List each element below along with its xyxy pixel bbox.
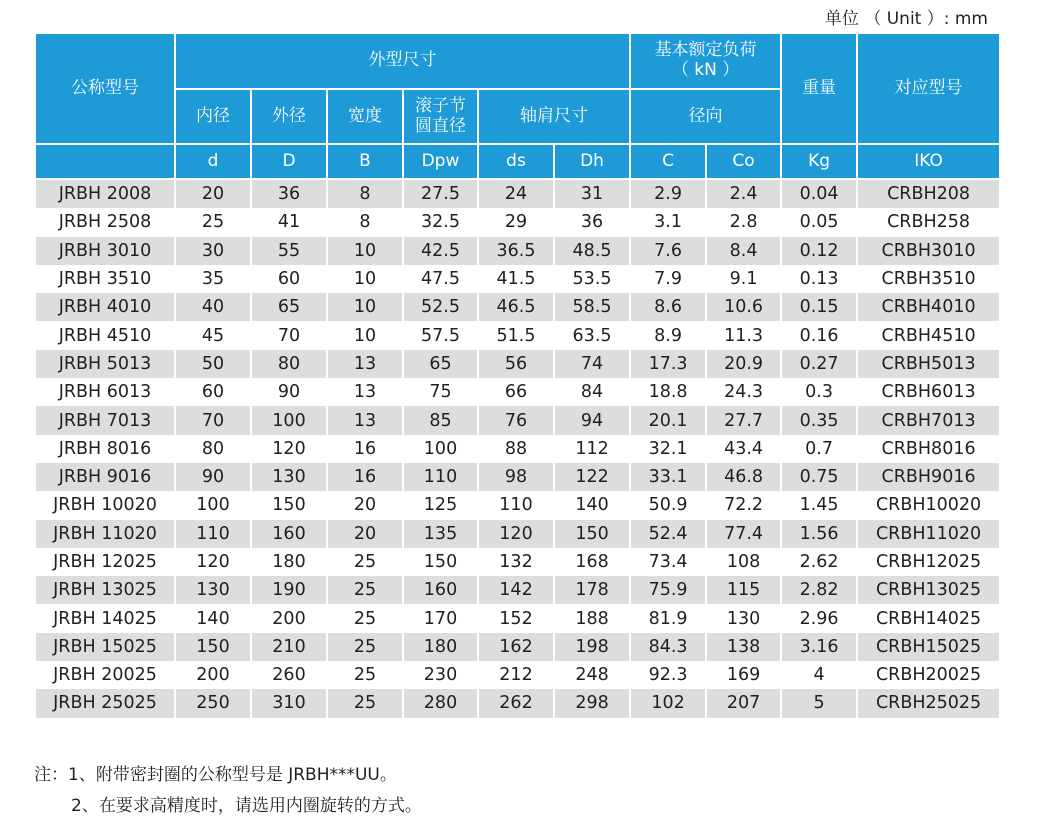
table-cell: 0.7 <box>781 435 857 463</box>
table-row <box>35 293 1000 321</box>
header-symbol-Dh: Dh <box>554 144 630 179</box>
table-cell: 31 <box>554 179 630 208</box>
table-cell: 85 <box>403 406 478 434</box>
table-cell: 25 <box>327 576 403 604</box>
table-cell: 25 <box>175 208 251 236</box>
table-cell: CRBH13025 <box>857 576 1000 604</box>
table-cell: CRBH4010 <box>857 293 1000 321</box>
table-cell: 52.4 <box>630 520 706 548</box>
header-roller-pitch-line1: 滚子节 <box>415 95 466 116</box>
header-width: 宽度 <box>327 89 403 144</box>
table-row <box>35 406 1000 434</box>
table-cell: 8.6 <box>630 293 706 321</box>
table-cell: JRBH 7013 <box>35 406 175 434</box>
table-cell: 0.27 <box>781 350 857 378</box>
table-cell: 65 <box>403 350 478 378</box>
table-cell: 150 <box>403 548 478 576</box>
table-cell: JRBH 3510 <box>35 265 175 293</box>
table-cell: 40 <box>175 293 251 321</box>
table-cell: 115 <box>706 576 781 604</box>
table-cell: 0.3 <box>781 378 857 406</box>
table-cell: 48.5 <box>554 237 630 265</box>
table-cell: CRBH9016 <box>857 463 1000 491</box>
table-cell: 100 <box>175 491 251 519</box>
table-cell: 81.9 <box>630 604 706 632</box>
table-cell: 52.5 <box>403 293 478 321</box>
table-cell: 24 <box>478 179 554 208</box>
table-cell: 50.9 <box>630 491 706 519</box>
table-cell: 135 <box>403 520 478 548</box>
table-cell: 150 <box>175 633 251 661</box>
table-cell: 16 <box>327 435 403 463</box>
bearing-spec-table <box>34 32 1001 718</box>
table-cell: 8 <box>327 179 403 208</box>
table-cell: 2.62 <box>781 548 857 576</box>
table-cell: 35 <box>175 265 251 293</box>
table-cell: 140 <box>554 491 630 519</box>
table-cell: 108 <box>706 548 781 576</box>
table-row <box>35 604 1000 632</box>
table-cell: 20 <box>327 491 403 519</box>
table-cell: 88 <box>478 435 554 463</box>
table-row <box>35 689 1000 717</box>
table-cell: 0.35 <box>781 406 857 434</box>
table-cell: 0.16 <box>781 321 857 349</box>
table-cell: 56 <box>478 350 554 378</box>
table-cell: 84.3 <box>630 633 706 661</box>
table-cell: 260 <box>251 661 327 689</box>
header-roller-pitch-diameter <box>403 89 478 144</box>
table-cell: 110 <box>478 491 554 519</box>
table-cell: 29 <box>478 208 554 236</box>
table-cell: CRBH4510 <box>857 321 1000 349</box>
header-radial: 径向 <box>630 89 781 144</box>
table-cell: 7.9 <box>630 265 706 293</box>
table-cell: CRBH7013 <box>857 406 1000 434</box>
table-cell: 112 <box>554 435 630 463</box>
unit-label: 单位 （ Unit ）: mm <box>824 9 988 29</box>
header-inner-diameter: 内径 <box>175 89 251 144</box>
header-symbol-d: d <box>175 144 251 179</box>
table-cell: CRBH8016 <box>857 435 1000 463</box>
table-cell: 1.56 <box>781 520 857 548</box>
table-cell: 160 <box>251 520 327 548</box>
table-cell: JRBH 4510 <box>35 321 175 349</box>
table-cell: 150 <box>251 491 327 519</box>
table-cell: 94 <box>554 406 630 434</box>
table-cell: 190 <box>251 576 327 604</box>
table-row <box>35 661 1000 689</box>
table-cell: 10 <box>327 321 403 349</box>
table-row <box>35 435 1000 463</box>
table-cell: JRBH 10020 <box>35 491 175 519</box>
table-cell: 280 <box>403 689 478 717</box>
table-cell: 310 <box>251 689 327 717</box>
table-cell: 7.6 <box>630 237 706 265</box>
table-cell: 5 <box>781 689 857 717</box>
table-cell: 170 <box>403 604 478 632</box>
table-cell: 250 <box>175 689 251 717</box>
table-cell: JRBH 14025 <box>35 604 175 632</box>
table-cell: CRBH258 <box>857 208 1000 236</box>
table-cell: 13 <box>327 406 403 434</box>
table-cell: JRBH 8016 <box>35 435 175 463</box>
table-cell: 27.7 <box>706 406 781 434</box>
header-symbol-C: C <box>630 144 706 179</box>
table-cell: 42.5 <box>403 237 478 265</box>
table-cell: 200 <box>251 604 327 632</box>
table-cell: 20.9 <box>706 350 781 378</box>
table-cell: 73.4 <box>630 548 706 576</box>
table-cell: 25 <box>327 633 403 661</box>
table-cell: JRBH 5013 <box>35 350 175 378</box>
table-cell: 4 <box>781 661 857 689</box>
table-cell: 80 <box>175 435 251 463</box>
table-cell: 74 <box>554 350 630 378</box>
table-cell: 53.5 <box>554 265 630 293</box>
header-symbol-Kg: Kg <box>781 144 857 179</box>
table-cell: 16 <box>327 463 403 491</box>
table-cell: 178 <box>554 576 630 604</box>
table-cell: 200 <box>175 661 251 689</box>
table-cell: 0.75 <box>781 463 857 491</box>
table-cell: 2.82 <box>781 576 857 604</box>
table-cell: JRBH 6013 <box>35 378 175 406</box>
header-corresponding-model: 对应型号 <box>857 33 1000 144</box>
table-cell: 36 <box>251 179 327 208</box>
table-cell: 207 <box>706 689 781 717</box>
table-cell: 2.96 <box>781 604 857 632</box>
table-cell: 9.1 <box>706 265 781 293</box>
header-symbol-Co: Co <box>706 144 781 179</box>
header-basic-load-rating-line2: （ kN ） <box>671 60 740 80</box>
table-cell: 41 <box>251 208 327 236</box>
table-cell: CRBH12025 <box>857 548 1000 576</box>
header-shoulder-dimensions: 轴肩尺寸 <box>478 89 630 144</box>
table-cell: 25 <box>327 689 403 717</box>
table-cell: 47.5 <box>403 265 478 293</box>
table-cell: JRBH 9016 <box>35 463 175 491</box>
table-cell: 77.4 <box>706 520 781 548</box>
table-cell: 75.9 <box>630 576 706 604</box>
table-row <box>35 237 1000 265</box>
table-cell: CRBH15025 <box>857 633 1000 661</box>
table-cell: 210 <box>251 633 327 661</box>
table-cell: 24.3 <box>706 378 781 406</box>
table-cell: 120 <box>175 548 251 576</box>
table-cell: 180 <box>251 548 327 576</box>
table-cell: 120 <box>478 520 554 548</box>
header-symbol-B: B <box>327 144 403 179</box>
header-nominal-model: 公称型号 <box>35 33 175 144</box>
table-cell: 120 <box>251 435 327 463</box>
table-cell: 3.1 <box>630 208 706 236</box>
table-cell: 132 <box>478 548 554 576</box>
table-cell: 212 <box>478 661 554 689</box>
table-cell: 80 <box>251 350 327 378</box>
table-row <box>35 179 1000 208</box>
table-cell: JRBH 2508 <box>35 208 175 236</box>
table-cell: 41.5 <box>478 265 554 293</box>
table-cell: 0.15 <box>781 293 857 321</box>
table-cell: 84 <box>554 378 630 406</box>
table-cell: 0.04 <box>781 179 857 208</box>
table-cell: 130 <box>175 576 251 604</box>
table-row <box>35 321 1000 349</box>
header-weight: 重量 <box>781 33 857 144</box>
table-cell: 168 <box>554 548 630 576</box>
table-cell: 20.1 <box>630 406 706 434</box>
table-cell: 230 <box>403 661 478 689</box>
table-cell: 10 <box>327 293 403 321</box>
table-cell: 180 <box>403 633 478 661</box>
header-symbol-Dpw: Dpw <box>403 144 478 179</box>
table-row <box>35 265 1000 293</box>
table-cell: CRBH11020 <box>857 520 1000 548</box>
table-cell: 110 <box>175 520 251 548</box>
table-cell: 0.05 <box>781 208 857 236</box>
table-cell: 169 <box>706 661 781 689</box>
table-cell: JRBH 20025 <box>35 661 175 689</box>
table-cell: 262 <box>478 689 554 717</box>
table-cell: 30 <box>175 237 251 265</box>
table-cell: 17.3 <box>630 350 706 378</box>
table-cell: 100 <box>251 406 327 434</box>
table-cell: 32.1 <box>630 435 706 463</box>
table-cell: 1.45 <box>781 491 857 519</box>
table-cell: 25 <box>327 548 403 576</box>
header-roller-pitch-line2: 圆直径 <box>415 115 466 136</box>
table-cell: 60 <box>251 265 327 293</box>
note-1: 注：1、附带密封圈的公称型号是 JRBH***UU。 <box>34 765 397 785</box>
table-row <box>35 350 1000 378</box>
table-row <box>35 378 1000 406</box>
table-cell: 51.5 <box>478 321 554 349</box>
table-cell: CRBH5013 <box>857 350 1000 378</box>
table-cell: 138 <box>706 633 781 661</box>
table-cell: JRBH 3010 <box>35 237 175 265</box>
table-cell: 20 <box>175 179 251 208</box>
table-cell: 36 <box>554 208 630 236</box>
table-row <box>35 463 1000 491</box>
header-basic-load-rating <box>630 33 781 89</box>
table-cell: 110 <box>403 463 478 491</box>
table-cell: 45 <box>175 321 251 349</box>
table-cell: 2.8 <box>706 208 781 236</box>
table-cell: 36.5 <box>478 237 554 265</box>
table-cell: JRBH 15025 <box>35 633 175 661</box>
table-cell: 58.5 <box>554 293 630 321</box>
note-2: 2、在要求高精度时，请选用内圈旋转的方式。 <box>71 796 422 816</box>
table-cell: 2.4 <box>706 179 781 208</box>
table-cell: 140 <box>175 604 251 632</box>
header-symbol-empty <box>35 144 175 179</box>
table-cell: 10 <box>327 265 403 293</box>
table-cell: JRBH 4010 <box>35 293 175 321</box>
table-cell: JRBH 12025 <box>35 548 175 576</box>
table-cell: 18.8 <box>630 378 706 406</box>
header-basic-load-rating-line1: 基本额定负荷 <box>654 40 757 61</box>
table-cell: JRBH 25025 <box>35 689 175 717</box>
table-cell: 65 <box>251 293 327 321</box>
table-cell: 90 <box>251 378 327 406</box>
table-cell: 8.9 <box>630 321 706 349</box>
table-cell: 20 <box>327 520 403 548</box>
table-cell: CRBH14025 <box>857 604 1000 632</box>
table-cell: 98 <box>478 463 554 491</box>
table-cell: 2.9 <box>630 179 706 208</box>
table-cell: 50 <box>175 350 251 378</box>
table-cell: 150 <box>554 520 630 548</box>
table-cell: JRBH 2008 <box>35 179 175 208</box>
table-cell: 27.5 <box>403 179 478 208</box>
table-cell: JRBH 11020 <box>35 520 175 548</box>
header-outer-dimensions: 外型尺寸 <box>175 33 630 89</box>
table-cell: 72.2 <box>706 491 781 519</box>
table-cell: 33.1 <box>630 463 706 491</box>
table-cell: CRBH25025 <box>857 689 1000 717</box>
table-cell: 102 <box>630 689 706 717</box>
table-cell: 142 <box>478 576 554 604</box>
table-cell: 0.13 <box>781 265 857 293</box>
table-cell: CRBH10020 <box>857 491 1000 519</box>
table-cell: 10 <box>327 237 403 265</box>
table-cell: 70 <box>175 406 251 434</box>
table-cell: 13 <box>327 378 403 406</box>
table-header <box>35 33 1000 179</box>
table-cell: 125 <box>403 491 478 519</box>
table-row <box>35 548 1000 576</box>
table-cell: 46.5 <box>478 293 554 321</box>
table-cell: 55 <box>251 237 327 265</box>
table-row <box>35 208 1000 236</box>
table-cell: 3.16 <box>781 633 857 661</box>
table-cell: 70 <box>251 321 327 349</box>
table-cell: 130 <box>251 463 327 491</box>
table-cell: CRBH6013 <box>857 378 1000 406</box>
table-cell: 130 <box>706 604 781 632</box>
header-symbol-D: D <box>251 144 327 179</box>
table-cell: 122 <box>554 463 630 491</box>
table-cell: JRBH 13025 <box>35 576 175 604</box>
table-cell: 92.3 <box>630 661 706 689</box>
table-cell: 25 <box>327 604 403 632</box>
table-cell: 10.6 <box>706 293 781 321</box>
table-body <box>35 179 1000 718</box>
table-cell: CRBH208 <box>857 179 1000 208</box>
header-symbol-ds: ds <box>478 144 554 179</box>
table-row <box>35 633 1000 661</box>
table-cell: 188 <box>554 604 630 632</box>
table-cell: 162 <box>478 633 554 661</box>
table-cell: 11.3 <box>706 321 781 349</box>
table-cell: CRBH3510 <box>857 265 1000 293</box>
table-cell: 57.5 <box>403 321 478 349</box>
header-outer-diameter: 外径 <box>251 89 327 144</box>
table-cell: 152 <box>478 604 554 632</box>
table-cell: 76 <box>478 406 554 434</box>
table-cell: 0.12 <box>781 237 857 265</box>
table-cell: 8.4 <box>706 237 781 265</box>
table-cell: 8 <box>327 208 403 236</box>
table-cell: 25 <box>327 661 403 689</box>
table-cell: 46.8 <box>706 463 781 491</box>
table-cell: 248 <box>554 661 630 689</box>
table-row <box>35 520 1000 548</box>
table-cell: 32.5 <box>403 208 478 236</box>
table-cell: 160 <box>403 576 478 604</box>
table-row <box>35 491 1000 519</box>
table-cell: 60 <box>175 378 251 406</box>
table-cell: 198 <box>554 633 630 661</box>
table-cell: 13 <box>327 350 403 378</box>
table-cell: CRBH3010 <box>857 237 1000 265</box>
table-row <box>35 576 1000 604</box>
table-cell: 90 <box>175 463 251 491</box>
table-cell: 66 <box>478 378 554 406</box>
table-cell: 63.5 <box>554 321 630 349</box>
table-cell: 43.4 <box>706 435 781 463</box>
table-cell: 298 <box>554 689 630 717</box>
table-cell: CRBH20025 <box>857 661 1000 689</box>
table-cell: 100 <box>403 435 478 463</box>
header-symbol-IKO: IKO <box>857 144 1000 179</box>
table-cell: 75 <box>403 378 478 406</box>
